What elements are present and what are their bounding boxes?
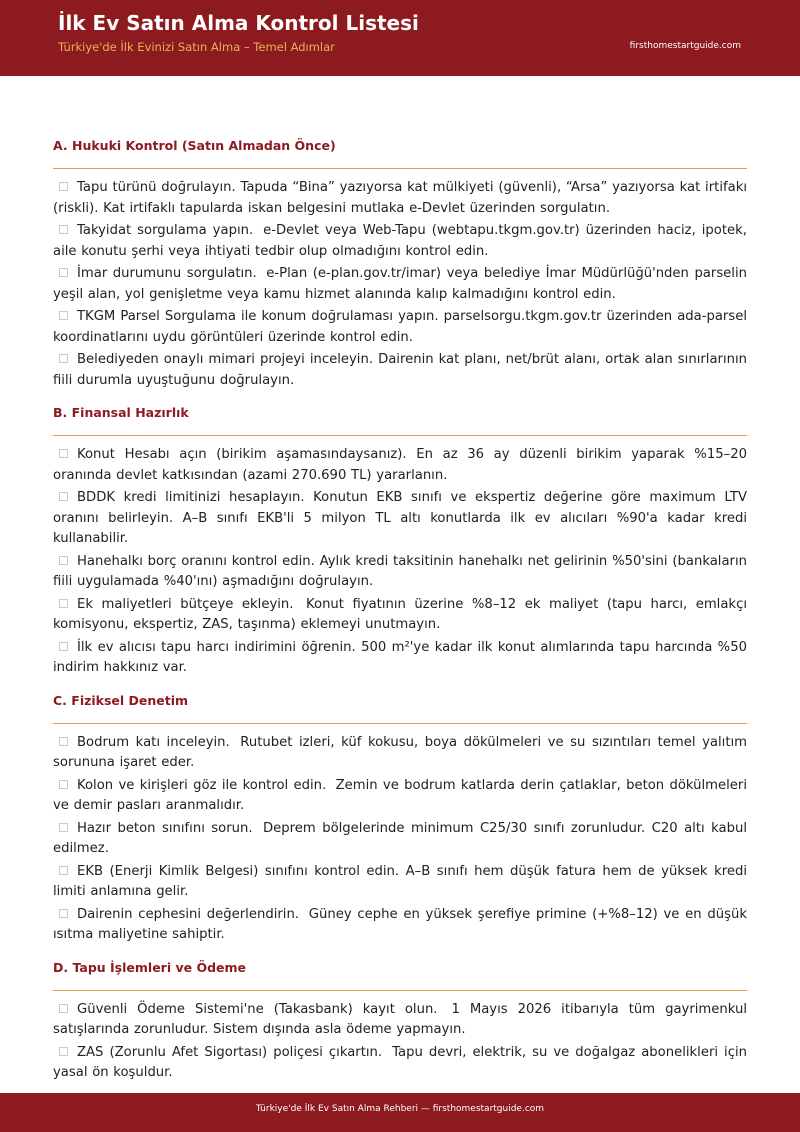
item-text: Aylık kredi taksitinin hanehalkı net gelirinin %50'sini (bankaların fiili uygulamada %40'ını) aşmadığını doğrulayın. bbox=[53, 553, 747, 589]
item-text: Tapuda “Bina” yazıyorsa kat mülkiyeti (güvenli), “Arsa” yazıyorsa kat irtifakı (riskli). Kat irtifaklı tapularda iskan belgesini mutlaka e-Devlet üzerinden sorgulatın. bbox=[53, 180, 748, 216]
item-lead: Belediyeden onaylı mimari projeyi inceleyin. bbox=[77, 352, 374, 367]
checkbox[interactable] bbox=[59, 225, 68, 234]
checklist-item bbox=[53, 776, 747, 817]
site-url: firsthomestartguide.com bbox=[629, 41, 741, 51]
item-lead: BDDK kredi limitinizi hesaplayın. bbox=[77, 490, 305, 505]
checkbox[interactable] bbox=[59, 268, 68, 277]
item-lead: İmar durumunu sorgulatın. bbox=[77, 266, 257, 281]
item-text: Zemin ve bodrum katlarda derin çatlaklar, beton dökülmeleri ve demir pasları aranmalıdır. bbox=[53, 777, 748, 813]
item-lead: Hazır beton sınıfını sorun. bbox=[77, 820, 253, 836]
page-footer bbox=[0, 1093, 800, 1132]
item-lead: Güvenli Ödeme Sistemi'ne (Takasbank) kayıt olun. bbox=[77, 1001, 438, 1017]
checklist-content bbox=[53, 136, 747, 1086]
item-text: Güney cephe en yüksek şerefiye primine (+%8–12) ve en düşük ısıtma maliyetine sahiptir. bbox=[53, 906, 747, 942]
checkbox[interactable] bbox=[59, 909, 68, 918]
checkbox[interactable] bbox=[59, 311, 68, 320]
footer-text: Türkiye'de İlk Ev Satın Alma Rehberi — firsthomestartguide.com bbox=[255, 1104, 545, 1114]
section-deed bbox=[53, 958, 747, 1084]
section-divider bbox=[53, 168, 747, 169]
item-text: Tapu devri, elektrik, su ve doğalgaz abonelikleri için yasal ön koşuldur. bbox=[53, 1044, 747, 1080]
item-lead: Kolon ve kirişleri göz ile kontrol edin. bbox=[77, 777, 327, 793]
checklist-item bbox=[53, 178, 747, 219]
section-title: C. Fiziksel Denetim bbox=[53, 692, 189, 708]
item-lead: Ek maliyetleri bütçeye ekleyin. bbox=[77, 596, 294, 612]
checklist-item bbox=[53, 595, 747, 636]
item-text: Deprem bölgelerinde minimum C25/30 sınıfı zorunludur. C20 altı kabul edilmez. bbox=[53, 820, 747, 856]
item-text: e-Plan (e-plan.gov.tr/imar) veya belediye İmar Müdürlüğü'nden parselin yeşil alan, yol genişletme veya kamu hizmet alanında kalıp kalmadığını kontrol edin. bbox=[53, 266, 747, 302]
section-divider bbox=[53, 723, 747, 724]
checklist-item bbox=[53, 862, 747, 903]
item-text: Konutun EKB sınıfı ve ekspertiz değerine göre maximum LTV oranını belirleyin. A–B sınıfı EKB'li 5 milyon TL altı konutlarda ilk ev alıcıları %90'a kadar kredi kullanabilir. bbox=[53, 490, 747, 546]
section-financial bbox=[53, 403, 747, 679]
item-text: Konut fiyatının üzerine %8–12 ek maliyet (tapu harcı, emlakçı komisyonu, ekspertiz, ZAS, taşınma) eklemeyi unutmayın. bbox=[53, 596, 747, 632]
checkbox[interactable] bbox=[59, 492, 68, 501]
document-subtitle: Türkiye'de İlk Evinizi Satın Alma – Temel Adımlar bbox=[58, 40, 335, 54]
checklist-item bbox=[53, 552, 747, 593]
checklist-item bbox=[53, 819, 747, 860]
checklist-item bbox=[53, 638, 747, 679]
checkbox[interactable] bbox=[59, 780, 68, 789]
checklist-item bbox=[53, 307, 747, 348]
item-text: A–B sınıfı hem düşük fatura hem de yüksek kredi limiti anlamına gelir. bbox=[53, 863, 747, 899]
checkbox[interactable] bbox=[59, 599, 68, 608]
item-lead: TKGM Parsel Sorgulama ile konum doğrulaması yapın. bbox=[77, 309, 439, 324]
checkbox[interactable] bbox=[59, 737, 68, 746]
item-lead: ZAS (Zorunlu Afet Sigortası) poliçesi çıkartın. bbox=[77, 1044, 383, 1060]
section-title: B. Finansal Hazırlık bbox=[53, 405, 189, 420]
section-title: D. Tapu İşlemleri ve Ödeme bbox=[53, 959, 246, 975]
item-lead: Hanehalkı borç oranını kontrol edin. bbox=[77, 553, 315, 569]
checklist-item bbox=[53, 1043, 747, 1084]
item-lead: Tapu türünü doğrulayın. bbox=[77, 180, 236, 195]
item-text: 500 m²'ye kadar ilk konut alımlarında tapu harcında %50 indirim hakkınız var. bbox=[53, 639, 747, 675]
checklist-item bbox=[53, 264, 747, 305]
checklist-item bbox=[53, 221, 747, 262]
item-text: Dairenin kat planı, net/brüt alanı, ortak alan sınırlarının fiili durumla uyuştuğunu doğrulayın. bbox=[53, 352, 747, 388]
checkbox[interactable] bbox=[59, 866, 68, 875]
item-lead: İlk ev alıcısı tapu harcı indirimini öğrenin. bbox=[77, 639, 356, 655]
item-lead: Konut Hesabı açın (birikim aşamasındaysanız). bbox=[77, 447, 407, 462]
page-header bbox=[0, 0, 800, 76]
checklist-item bbox=[53, 905, 747, 946]
checklist-item bbox=[53, 350, 747, 391]
section-legal bbox=[53, 136, 747, 391]
section-title: A. Hukuki Kontrol (Satın Almadan Önce) bbox=[53, 138, 336, 153]
item-text: En az 36 ay düzenli birikim yaparak %15–20 oranında devlet katkısından (azami 270.690 TL) yararlanın. bbox=[53, 447, 747, 483]
item-text: 1 Mayıs 2026 itibarıyla tüm gayrimenkul satışlarında zorunludur. Sistem dışında asla ödeme yapmayın. bbox=[53, 1001, 747, 1037]
checkbox[interactable] bbox=[59, 1004, 68, 1013]
checklist-item bbox=[53, 1000, 747, 1041]
checkbox[interactable] bbox=[59, 354, 68, 363]
item-text: parselsorgu.tkgm.gov.tr üzerinden ada-parsel koordinatlarını uydu görüntüleri üzerinde kontrol edin. bbox=[53, 309, 748, 345]
checkbox[interactable] bbox=[59, 823, 68, 832]
checkbox[interactable] bbox=[59, 642, 68, 651]
checklist-item bbox=[53, 445, 747, 486]
item-lead: Takyidat sorgulama yapın. bbox=[77, 223, 254, 238]
item-lead: Dairenin cephesini değerlendirin. bbox=[77, 906, 299, 922]
item-text: e-Devlet veya Web-Tapu (webtapu.tkgm.gov.tr) üzerinden haciz, ipotek, aile konutu şerhi veya ihtiyati tedbir olup olmadığını kontrol edin. bbox=[53, 223, 747, 259]
section-divider bbox=[53, 435, 747, 436]
checklist-item bbox=[53, 733, 747, 774]
item-lead: Bodrum katı inceleyin. bbox=[77, 734, 230, 750]
checklist-item bbox=[53, 488, 747, 550]
checkbox[interactable] bbox=[59, 449, 68, 458]
section-physical bbox=[53, 691, 747, 946]
checkbox[interactable] bbox=[59, 1047, 68, 1056]
checkbox[interactable] bbox=[59, 182, 68, 191]
section-divider bbox=[53, 990, 747, 991]
item-lead: EKB (Enerji Kimlik Belgesi) sınıfını kontrol edin. bbox=[77, 863, 400, 879]
document-title: İlk Ev Satın Alma Kontrol Listesi bbox=[58, 11, 419, 35]
checkbox[interactable] bbox=[59, 556, 68, 565]
item-text: Rutubet izleri, küf kokusu, boya dökülmeleri ve su sızıntıları temel yalıtım sorununa işaret eder. bbox=[53, 734, 747, 770]
